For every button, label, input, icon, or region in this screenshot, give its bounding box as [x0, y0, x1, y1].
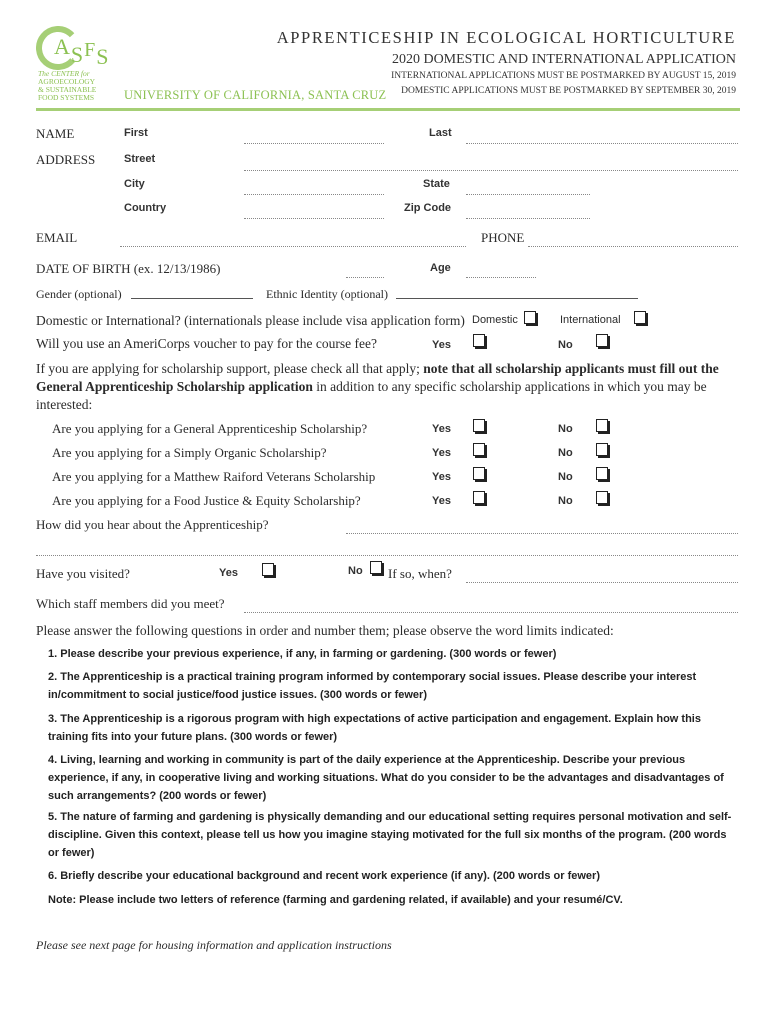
dob-field[interactable]	[346, 277, 384, 278]
email-label: EMAIL	[36, 230, 78, 245]
scholarship-no-label: No	[558, 471, 573, 483]
essay-question-1: 1. Please describe your previous experience, if any, in farming or gardening. (300 words or fewer)	[48, 648, 557, 660]
logo-subtitle: The CENTER for AGROECOLOGY & SUSTAINABLE FOOD SYSTEMS	[38, 69, 97, 102]
age-label: Age	[430, 262, 451, 274]
visited-yes-label: Yes	[219, 567, 238, 579]
simply-organic-yes-checkbox[interactable]	[473, 443, 485, 456]
state-label: State	[423, 178, 450, 190]
essay-question-6: 6. Briefly describe your educational background and recent work experience (if any). (200 words or fewer)	[48, 870, 600, 882]
logo-letters: ASFS	[54, 34, 110, 69]
scholarship-question: Are you applying for a Matthew Raiford Veterans Scholarship	[52, 469, 376, 484]
scholarship-yes-label: Yes	[432, 423, 451, 435]
ethnic-field[interactable]	[396, 298, 638, 299]
gender-field[interactable]	[131, 298, 253, 299]
essay-question-2: 2. The Apprenticeship is a practical training program informed by contemporary social issues. Please describe your interest in/commitment to social justice/food justice issues. (300 words or fewer)	[48, 671, 697, 701]
phone-label: PHONE	[481, 230, 525, 245]
page-subtitle: 2020 DOMESTIC AND INTERNATIONAL APPLICATION	[391, 52, 736, 67]
age-field[interactable]	[466, 277, 536, 278]
domestic-deadline: DOMESTIC APPLICATIONS MUST BE POSTMARKED BY SEPTEMBER 30, 2019	[401, 86, 736, 96]
visit-date-field[interactable]	[466, 582, 738, 583]
intl-deadline: INTERNATIONAL APPLICATIONS MUST BE POSTMARKED BY AUGUST 15, 2019	[391, 71, 736, 81]
scholarship-question: Are you applying for a General Apprenticeship Scholarship?	[52, 421, 368, 436]
food-justice-yes-checkbox[interactable]	[473, 491, 485, 504]
address-label: ADDRESS	[36, 152, 96, 167]
americorps-question: Will you use an AmeriCorps voucher to pay for the course fee?	[36, 336, 377, 351]
food-justice-no-checkbox[interactable]	[596, 491, 608, 504]
hear-field-2[interactable]	[36, 555, 738, 556]
name-label: NAME	[36, 126, 75, 141]
hear-field-1[interactable]	[346, 533, 738, 534]
zip-field[interactable]	[466, 218, 590, 219]
dom-intl-question: Domestic or International? (internationals please include visa application form)	[36, 313, 465, 328]
visited-no-label: No	[348, 565, 363, 577]
page-title: APPRENTICESHIP IN ECOLOGICAL HORTICULTURE	[276, 28, 736, 47]
city-label: City	[124, 178, 145, 190]
domestic-checkbox[interactable]	[524, 311, 536, 324]
essay-note: Note: Please include two letters of reference (farming and gardening related, if available) and your resumé/CV.	[48, 894, 623, 906]
phone-field[interactable]	[528, 246, 738, 247]
email-field[interactable]	[120, 246, 466, 247]
city-field[interactable]	[244, 194, 384, 195]
first-name-field[interactable]	[244, 143, 384, 144]
scholarship-question: Are you applying for a Food Justice & Equity Scholarship?	[52, 493, 361, 508]
zip-label: Zip Code	[404, 202, 452, 214]
university-name: UNIVERSITY OF CALIFORNIA, SANTA CRUZ	[124, 88, 387, 102]
americorps-yes-label: Yes	[432, 339, 451, 351]
scholarship-yes-label: Yes	[432, 495, 451, 507]
general-scholarship-yes-checkbox[interactable]	[473, 419, 485, 432]
street-label: Street	[124, 153, 156, 165]
veterans-scholarship-no-checkbox[interactable]	[596, 467, 608, 480]
scholarship-yes-label: Yes	[432, 447, 451, 459]
scholarship-no-label: No	[558, 447, 573, 459]
essay-question-4: 4. Living, learning and working in community is part of the daily experience at the Apprenticeship. Describe your previous experience, if any, in cooperative living and working situations. What do you consider to be the advantages and disadvantages of such arrangements? (200 words or fewer)	[48, 754, 724, 802]
visited-yes-checkbox[interactable]	[262, 563, 274, 576]
country-field[interactable]	[244, 218, 384, 219]
visited-no-checkbox[interactable]	[370, 561, 382, 574]
essay-question-3: 3. The Apprenticeship is a rigorous program with high expectations of active participation and engagement. Explain how this training fits into your future plans. (300 words or fewer)	[48, 713, 701, 743]
scholarship-yes-label: Yes	[432, 471, 451, 483]
domestic-option-label: Domestic	[472, 314, 518, 326]
footer-note: Please see next page for housing information and application instructions	[36, 938, 392, 952]
staff-question: Which staff members did you meet?	[36, 596, 225, 611]
scholarship-no-label: No	[558, 423, 573, 435]
header-divider	[36, 108, 740, 111]
scholarship-intro: If you are applying for scholarship support, please check all that apply; note that all scholarship applicants must fill out the General Apprenticeship Scholarship application in addition to any specific scholarship applications in which you may be interested:	[36, 361, 719, 412]
americorps-yes-checkbox[interactable]	[473, 334, 485, 347]
essay-intro: Please answer the following questions in order and number them; please observe the word limits indicated:	[36, 623, 614, 638]
veterans-scholarship-yes-checkbox[interactable]	[473, 467, 485, 480]
last-name-field[interactable]	[466, 143, 738, 144]
dob-label: DATE OF BIRTH (ex. 12/13/1986)	[36, 261, 221, 276]
general-scholarship-no-checkbox[interactable]	[596, 419, 608, 432]
simply-organic-no-checkbox[interactable]	[596, 443, 608, 456]
last-label: Last	[429, 127, 452, 139]
hear-question: How did you hear about the Apprenticeship?	[36, 517, 269, 532]
international-checkbox[interactable]	[634, 311, 646, 324]
state-field[interactable]	[466, 194, 590, 195]
gender-label: Gender (optional)	[36, 287, 122, 301]
americorps-no-label: No	[558, 339, 573, 351]
if-so-label: If so, when?	[388, 566, 452, 581]
visited-question: Have you visited?	[36, 566, 130, 581]
staff-field[interactable]	[244, 612, 738, 613]
americorps-no-checkbox[interactable]	[596, 334, 608, 347]
street-field[interactable]	[244, 170, 738, 171]
scholarship-no-label: No	[558, 495, 573, 507]
essay-question-5: 5. The nature of farming and gardening is physically demanding and our educational setting requires personal motivation and self-discipline. Given this context, please tell us how you imagine staying motivated for the full six months of the program. (200 words or fewer)	[48, 811, 732, 859]
logo	[36, 26, 126, 102]
ethnic-label: Ethnic Identity (optional)	[266, 287, 388, 301]
international-option-label: International	[560, 314, 621, 326]
first-label: First	[124, 127, 148, 139]
country-label: Country	[124, 202, 167, 214]
scholarship-question: Are you applying for a Simply Organic Scholarship?	[52, 445, 327, 460]
